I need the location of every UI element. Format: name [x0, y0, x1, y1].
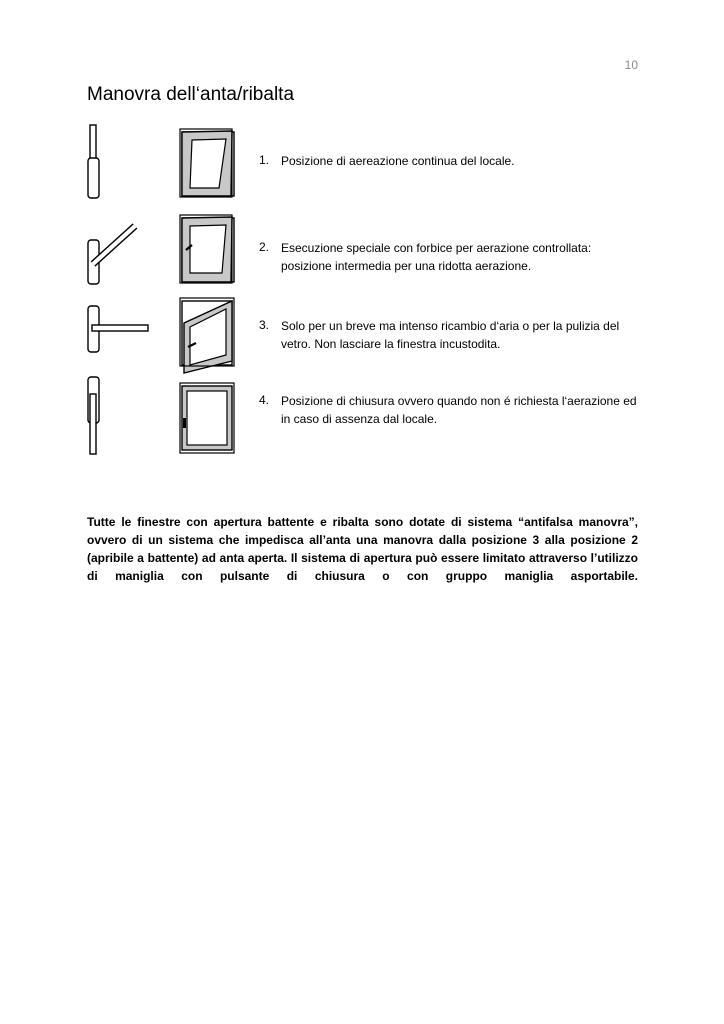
page-title: Manovra dell‘anta/ribalta — [87, 84, 295, 105]
step-3-text: Solo per un breve ma intenso ricambio d‘aria o per la pulizia del vetro. Non lasciare la finestra incustodita. — [281, 319, 620, 351]
step-2-number: 2. — [259, 240, 270, 254]
step-1-text: Posizione di aereazione continua del locale. — [281, 154, 515, 168]
step-3-number: 3. — [259, 318, 270, 332]
step-2-text: Esecuzione speciale con forbice per aerazione controllata: posizione intermedia per una ridotta aerazione. — [281, 241, 592, 273]
window-partial-tilt-icon — [176, 212, 238, 296]
handle-diagonal-icon — [80, 218, 160, 308]
window-closed-icon — [176, 380, 238, 464]
step-1-number: 1. — [259, 153, 270, 167]
step-4-text: Posizione di chiusura ovvero quando non é richiesta l‘aerazione ed in caso di assenza dal locale. — [281, 394, 637, 426]
page-number: 10 — [624, 58, 638, 72]
window-turn-open-icon — [176, 295, 238, 379]
step-4-number: 4. — [259, 393, 270, 407]
window-tilt-icon — [176, 126, 238, 210]
notice-paragraph: Tutte le finestre con apertura battente e ribalta sono dotate di sistema “antifalsa manovra”, ovvero di un sistema che impedisca all’anta una manovra dalla posizione 3 alla posizione 2 (apribile a battente) ad anta aperta. Il sistema di apertura può essere limitato attraverso l’utilizzo di maniglia con pulsante di chiusura o con gruppo maniglia asportabile. — [87, 515, 638, 583]
handle-vertical-up-icon — [80, 122, 160, 212]
handle-vertical-down-icon — [80, 374, 160, 464]
